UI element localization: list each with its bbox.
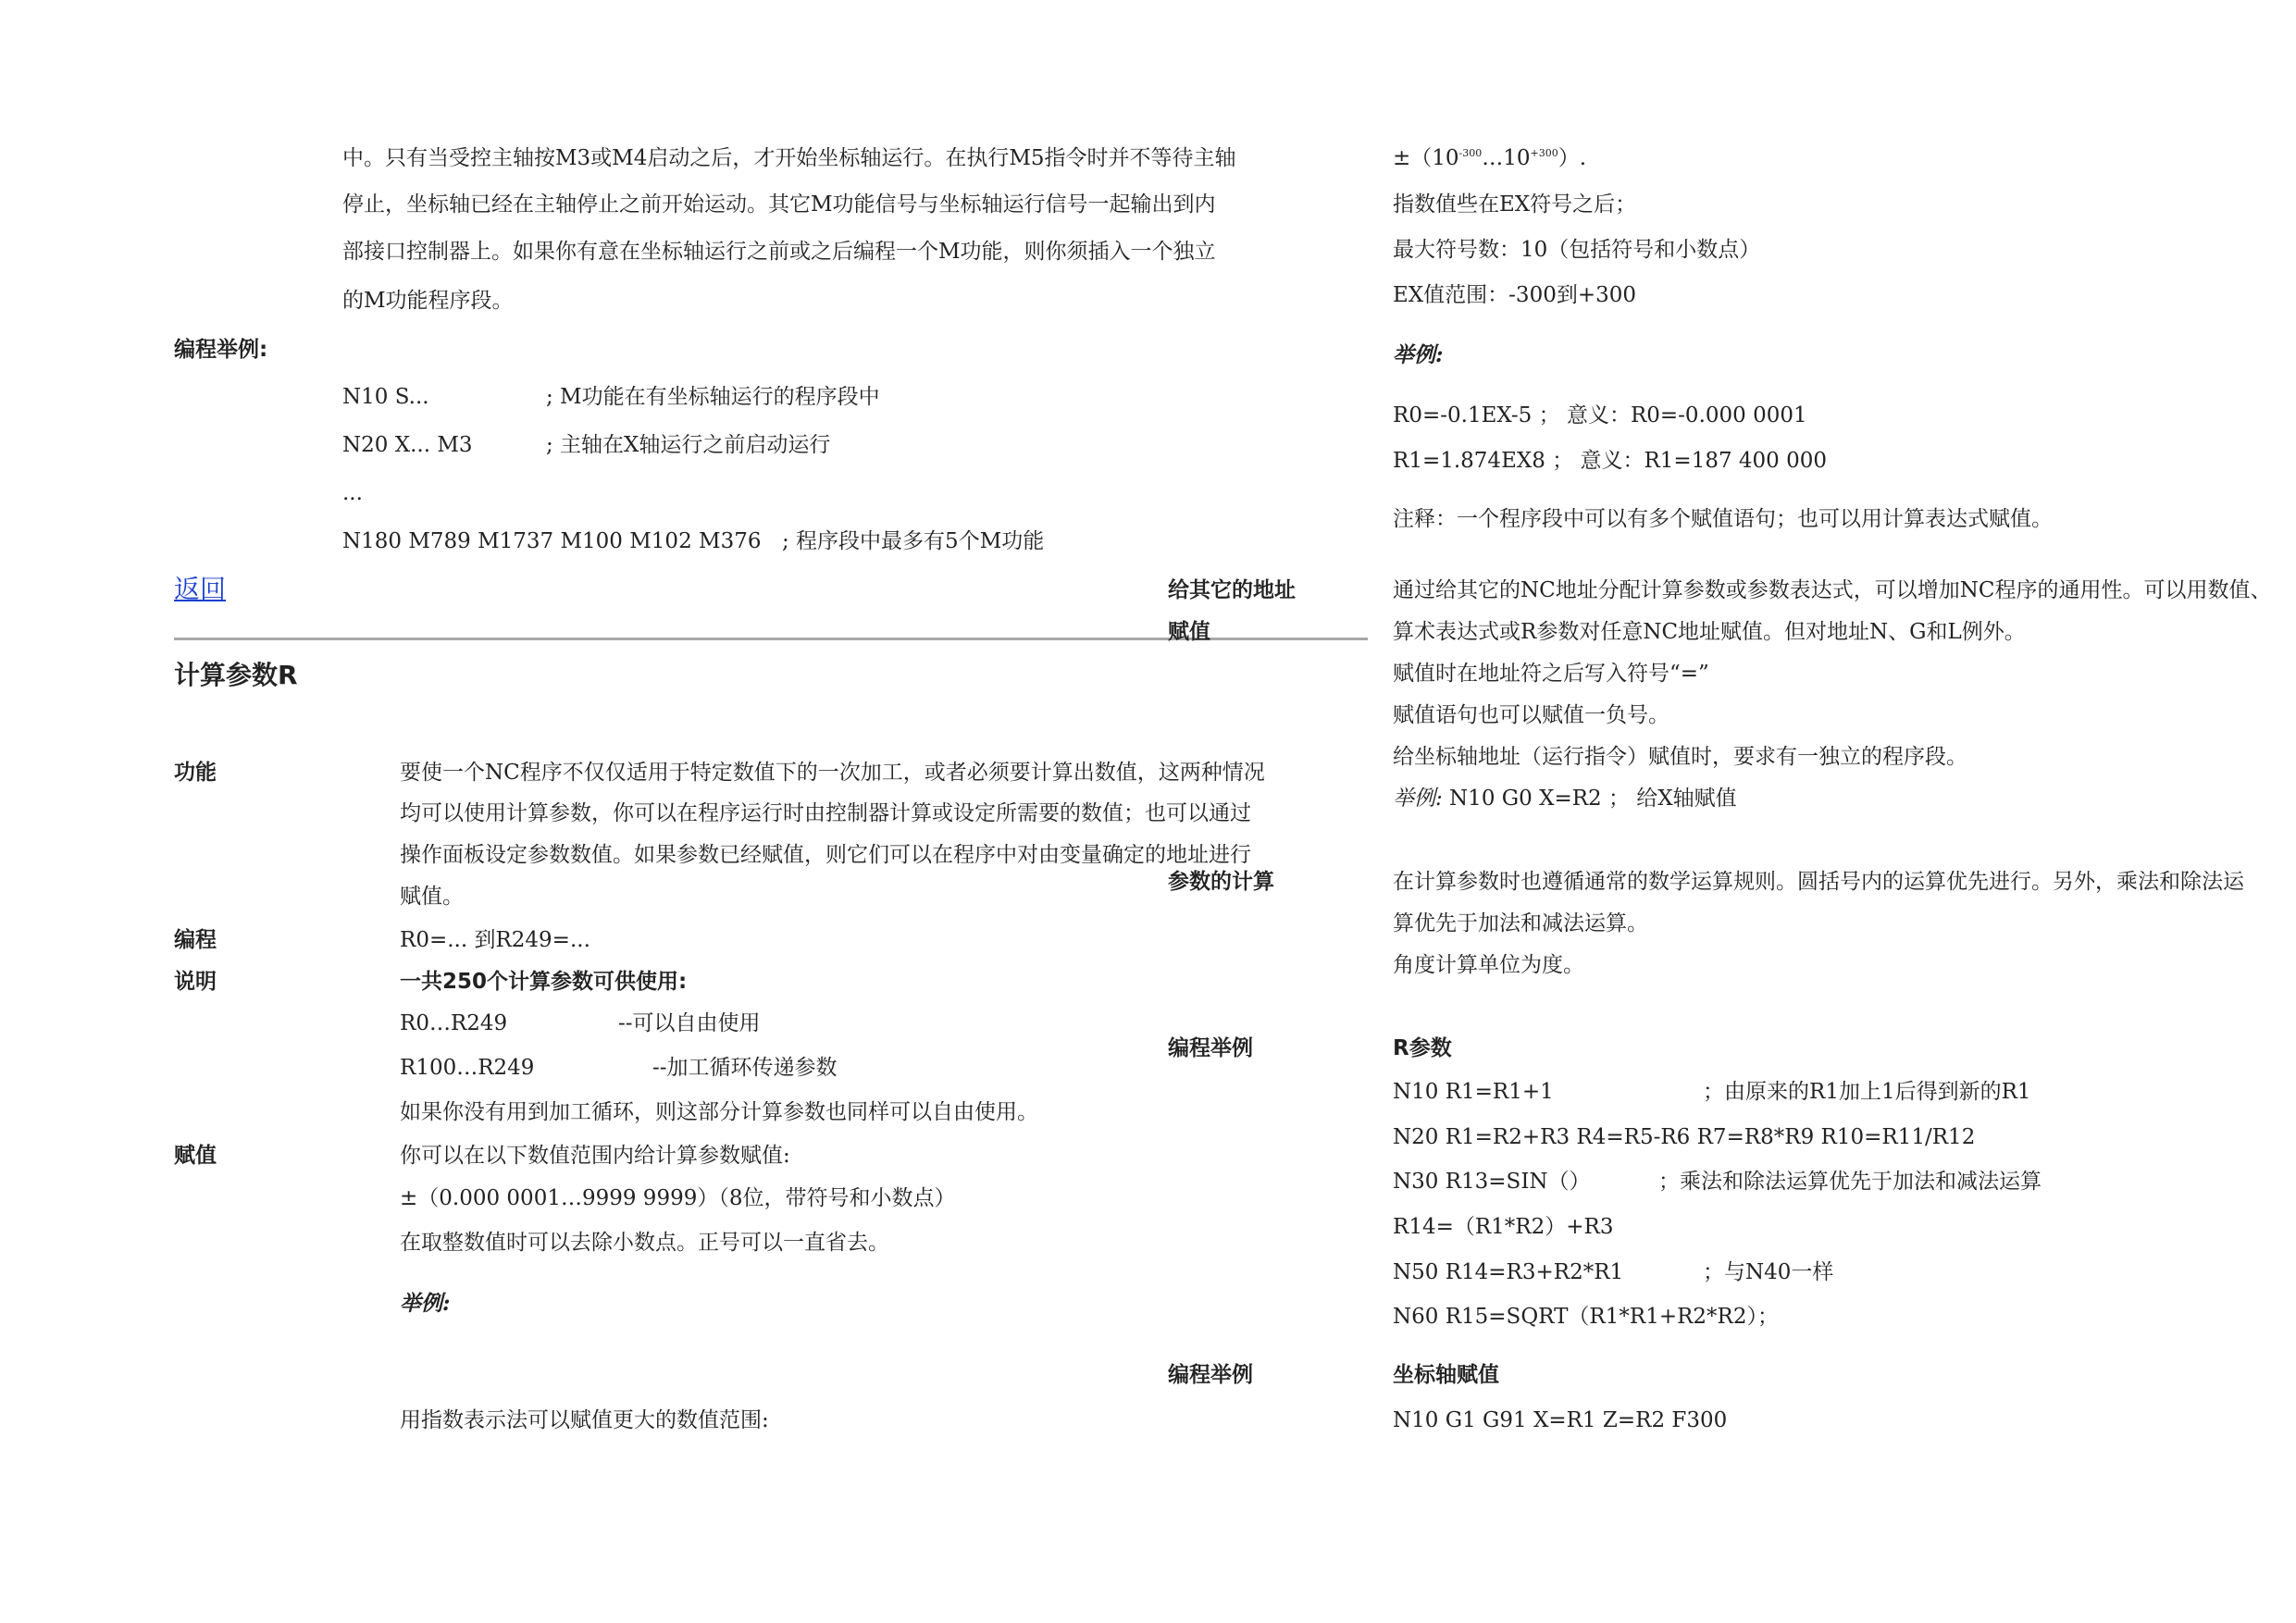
exp-line-1: 指数值些在EX符号之后； — [1393, 192, 1637, 217]
example-r0: R0=-0.1EX-5 ； 意义：R0=-0.000 0001 — [1393, 403, 1807, 427]
param-calc-label: 参数的计算 — [1168, 870, 1274, 894]
example-inline-text: N10 G0 X=R2 ； 给X轴赋值 — [1442, 787, 1737, 811]
other-addr-line-1: 通过给其它的NC地址分配计算参数或参数表达式，可以增加NC程序的通用性。可以用数值、 — [1393, 578, 2272, 602]
example-2-comment: ; 主轴在X轴运行之前启动运行 — [546, 433, 831, 457]
assign-line-1: 你可以在以下数值范围内给计算参数赋值: — [400, 1144, 790, 1168]
param-row-1-text: --可以自由使用 — [618, 1011, 761, 1035]
example-3-code: N180 M789 M1737 M100 M102 M376 — [342, 529, 762, 553]
section-title: 计算参数R — [174, 660, 298, 690]
example-inline — [1393, 787, 1737, 812]
calc-line-3: 角度计算单位为度。 — [1393, 953, 1584, 977]
r-row-1-code: N10 R1=R1+1 — [1393, 1080, 1554, 1104]
function-line-1: 要使一个NC程序不仅仅适用于特定数值下的一次加工，或者必须要计算出数值，这两种情况 — [400, 761, 1265, 785]
intro-line-4: 的M功能程序段。 — [342, 289, 514, 313]
assign-line-3: 在取整数值时可以去除小数点。正号可以一直省去。 — [400, 1231, 889, 1255]
range-exp-1: -300 — [1458, 147, 1483, 159]
other-addr-line-4: 赋值语句也可以赋值一负号。 — [1393, 703, 1669, 727]
r-row-4-code: R14=（R1*R2）+R3 — [1393, 1215, 1614, 1239]
example-3-comment: ; 程序段中最多有5个M功能 — [782, 529, 1045, 553]
exponent-line: 用指数表示法可以赋值更大的数值范围: — [400, 1408, 769, 1432]
function-label: 功能 — [174, 761, 217, 785]
prog-example-label-1: 编程举例 — [1168, 1036, 1253, 1060]
description-heading: 一共250个计算参数可供使用: — [400, 970, 688, 994]
example-r1: R1=1.874EX8 ； 意义：R1=187 400 000 — [1393, 449, 1828, 473]
r-row-3-code: N30 R13=SIN（） — [1393, 1170, 1591, 1194]
r-row-5-code: N50 R14=R3+R2*R1 — [1393, 1260, 1624, 1284]
prog-example-label-2: 编程举例 — [1168, 1363, 1253, 1387]
r-row-1-comment: ；由原来的R1加上1后得到新的R1 — [1703, 1080, 2031, 1104]
other-address-label-1: 给其它的地址 — [1168, 578, 1296, 602]
range-suffix: ）. — [1558, 146, 1587, 170]
example-1-comment: ; M功能在有坐标轴运行的程序段中 — [546, 385, 880, 409]
param-row-2-range: R100…R249 — [400, 1056, 535, 1080]
calc-line-2: 算优先于加法和减法运算。 — [1393, 911, 1648, 935]
r-row-3-comment: ；乘法和除法运算优先于加法和减法运算 — [1658, 1170, 2042, 1194]
programming-label: 编程 — [174, 928, 217, 952]
assign-label: 赋值 — [174, 1144, 217, 1168]
back-link[interactable]: 返回 — [174, 574, 227, 604]
example-2-code: N20 X... M3 — [342, 433, 473, 457]
range-prefix: ±（10 — [1393, 146, 1459, 170]
other-addr-line-3: 赋值时在地址符之后写入符号“=” — [1393, 662, 1709, 686]
programming-value: R0=... 到R249=... — [400, 928, 590, 952]
function-line-3: 操作面板设定参数数值。如果参数已经赋值，则它们可以在程序中对由变量确定的地址进行 — [400, 843, 1251, 867]
exp-line-3: EX值范围：-300到+300 — [1393, 283, 1637, 307]
other-address-label-2: 赋值 — [1168, 620, 1210, 644]
assign-line-2: ±（0.000 0001…9999 9999）（8位，带符号和小数点） — [400, 1186, 956, 1210]
intro-line-3: 部接口控制器上。如果你有意在坐标轴运行之前或之后编程一个M功能，则你须插入一个独立 — [342, 240, 1216, 264]
intro-line-2: 停止，坐标轴已经在主轴停止之前开始运动。其它M功能信号与坐标轴运行信号一起输出到内 — [342, 192, 1216, 217]
exp-line-2: 最大符号数：10（包括符号和小数点） — [1393, 238, 1761, 262]
function-line-4: 赋值。 — [400, 885, 464, 909]
example-heading: 编程举例: — [174, 338, 268, 362]
r-row-2-code: N20 R1=R2+R3 R4=R5-R6 R7=R8*R9 R10=R11/R12 — [1393, 1125, 1976, 1149]
range-mid: …10 — [1482, 146, 1531, 170]
range-exp-2: +300 — [1530, 147, 1558, 159]
param-row-2-text: --加工循环传递参数 — [652, 1056, 838, 1080]
exponent-range — [1393, 146, 1586, 172]
r-param-heading: R参数 — [1393, 1036, 1452, 1060]
other-addr-line-2: 算术表达式或R参数对任意NC地址赋值。但对地址N、G和L例外。 — [1393, 620, 2026, 644]
description-label: 说明 — [174, 970, 217, 994]
example-inline-label: 举例: — [1393, 787, 1443, 811]
example-1-code: N10 S... — [342, 385, 429, 409]
example-ellipsis: ... — [342, 481, 363, 505]
r-row-5-comment: ；与N40一样 — [1703, 1260, 1834, 1284]
example-italic-left: 举例: — [400, 1291, 451, 1316]
axis-heading: 坐标轴赋值 — [1393, 1363, 1499, 1387]
r-row-6-code: N60 R15=SQRT（R1*R1+R2*R2）； — [1393, 1305, 1779, 1329]
example-italic-right: 举例: — [1393, 342, 1444, 367]
axis-code: N10 G1 G91 X=R1 Z=R2 F300 — [1393, 1408, 1728, 1432]
intro-line-1: 中。只有当受控主轴按M3或M4启动之后，才开始坐标轴运行。在执行M5指令时并不等待主轴 — [342, 146, 1236, 170]
param-row-1-range: R0…R249 — [400, 1011, 508, 1035]
calc-line-1: 在计算参数时也遵循通常的数学运算规则。圆括号内的运算优先进行。另外，乘法和除法运 — [1393, 870, 2244, 894]
param-note: 如果你没有用到加工循环，则这部分计算参数也同样可以自由使用。 — [400, 1100, 1038, 1124]
note: 注释：一个程序段中可以有多个赋值语句；也可以用计算表达式赋值。 — [1393, 507, 2053, 531]
other-addr-line-5: 给坐标轴地址（运行指令）赋值时，要求有一独立的程序段。 — [1393, 745, 1967, 769]
function-line-2: 均可以使用计算参数，你可以在程序运行时由控制器计算或设定所需要的数值；也可以通过 — [400, 801, 1251, 825]
